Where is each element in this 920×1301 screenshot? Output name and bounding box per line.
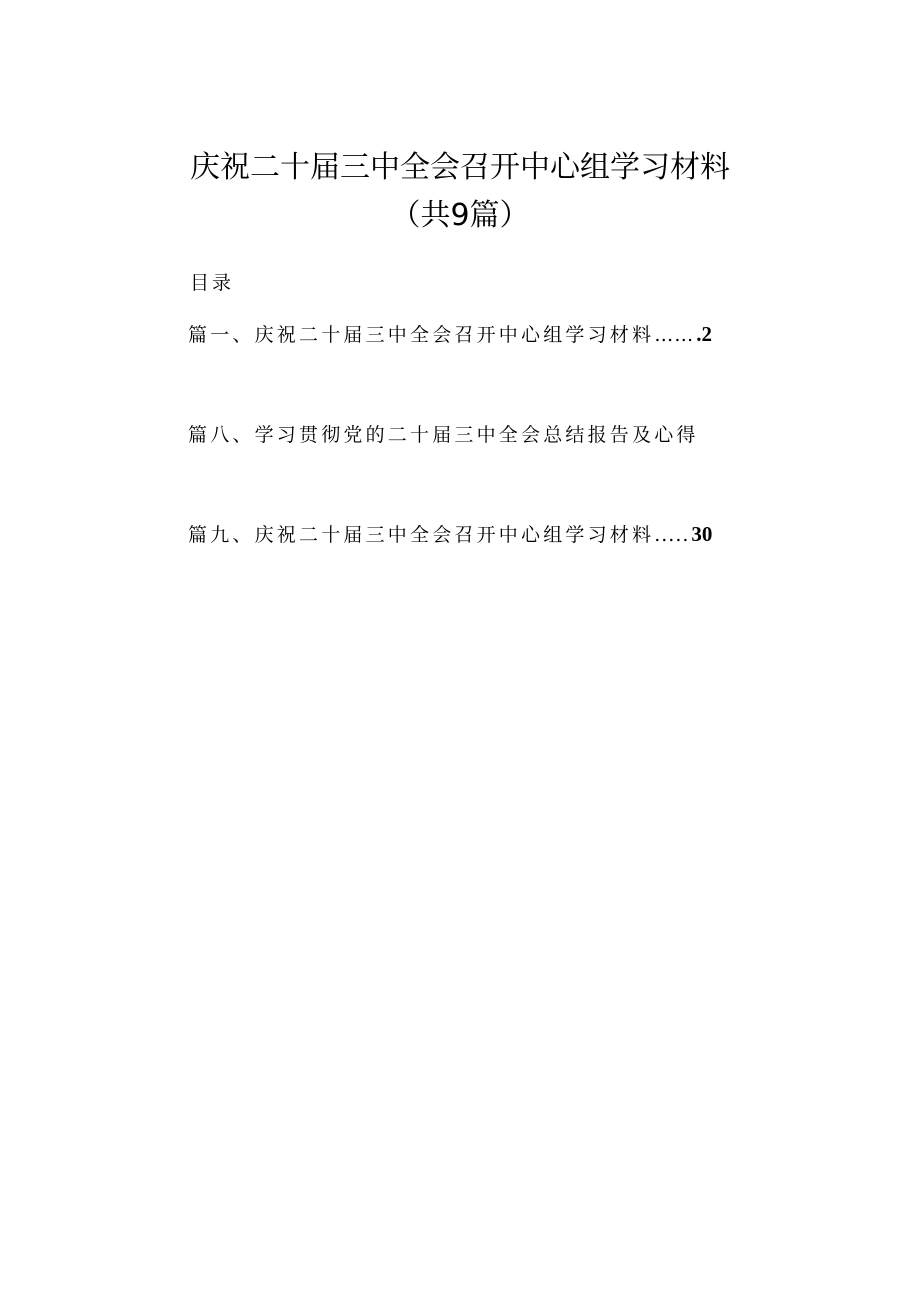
toc-entry-leader: …… — [654, 324, 695, 346]
toc-entry[interactable] — [188, 520, 758, 547]
toc-heading: 目录 — [190, 272, 235, 294]
toc-entry-page-number: .2 — [696, 322, 712, 346]
toc-entry-page-number: 30 — [691, 522, 713, 546]
toc-entry[interactable] — [188, 320, 758, 347]
document-title: 庆祝二十届三中全会召开中心组学习材料 — [190, 150, 730, 185]
toc-entry-title: 篇一、庆祝二十届三中全会召开中心组学习材料 — [188, 324, 655, 346]
toc-entry-leader: ..... — [654, 524, 690, 546]
toc-entry-title: 篇八、学习贯彻党的二十届三中全会总结报告及心得 — [188, 424, 699, 446]
toc-entry[interactable] — [188, 420, 758, 447]
toc-entry-title: 篇九、庆祝二十届三中全会召开中心组学习材料 — [188, 524, 655, 546]
document-subtitle: （共9篇） — [390, 198, 530, 233]
